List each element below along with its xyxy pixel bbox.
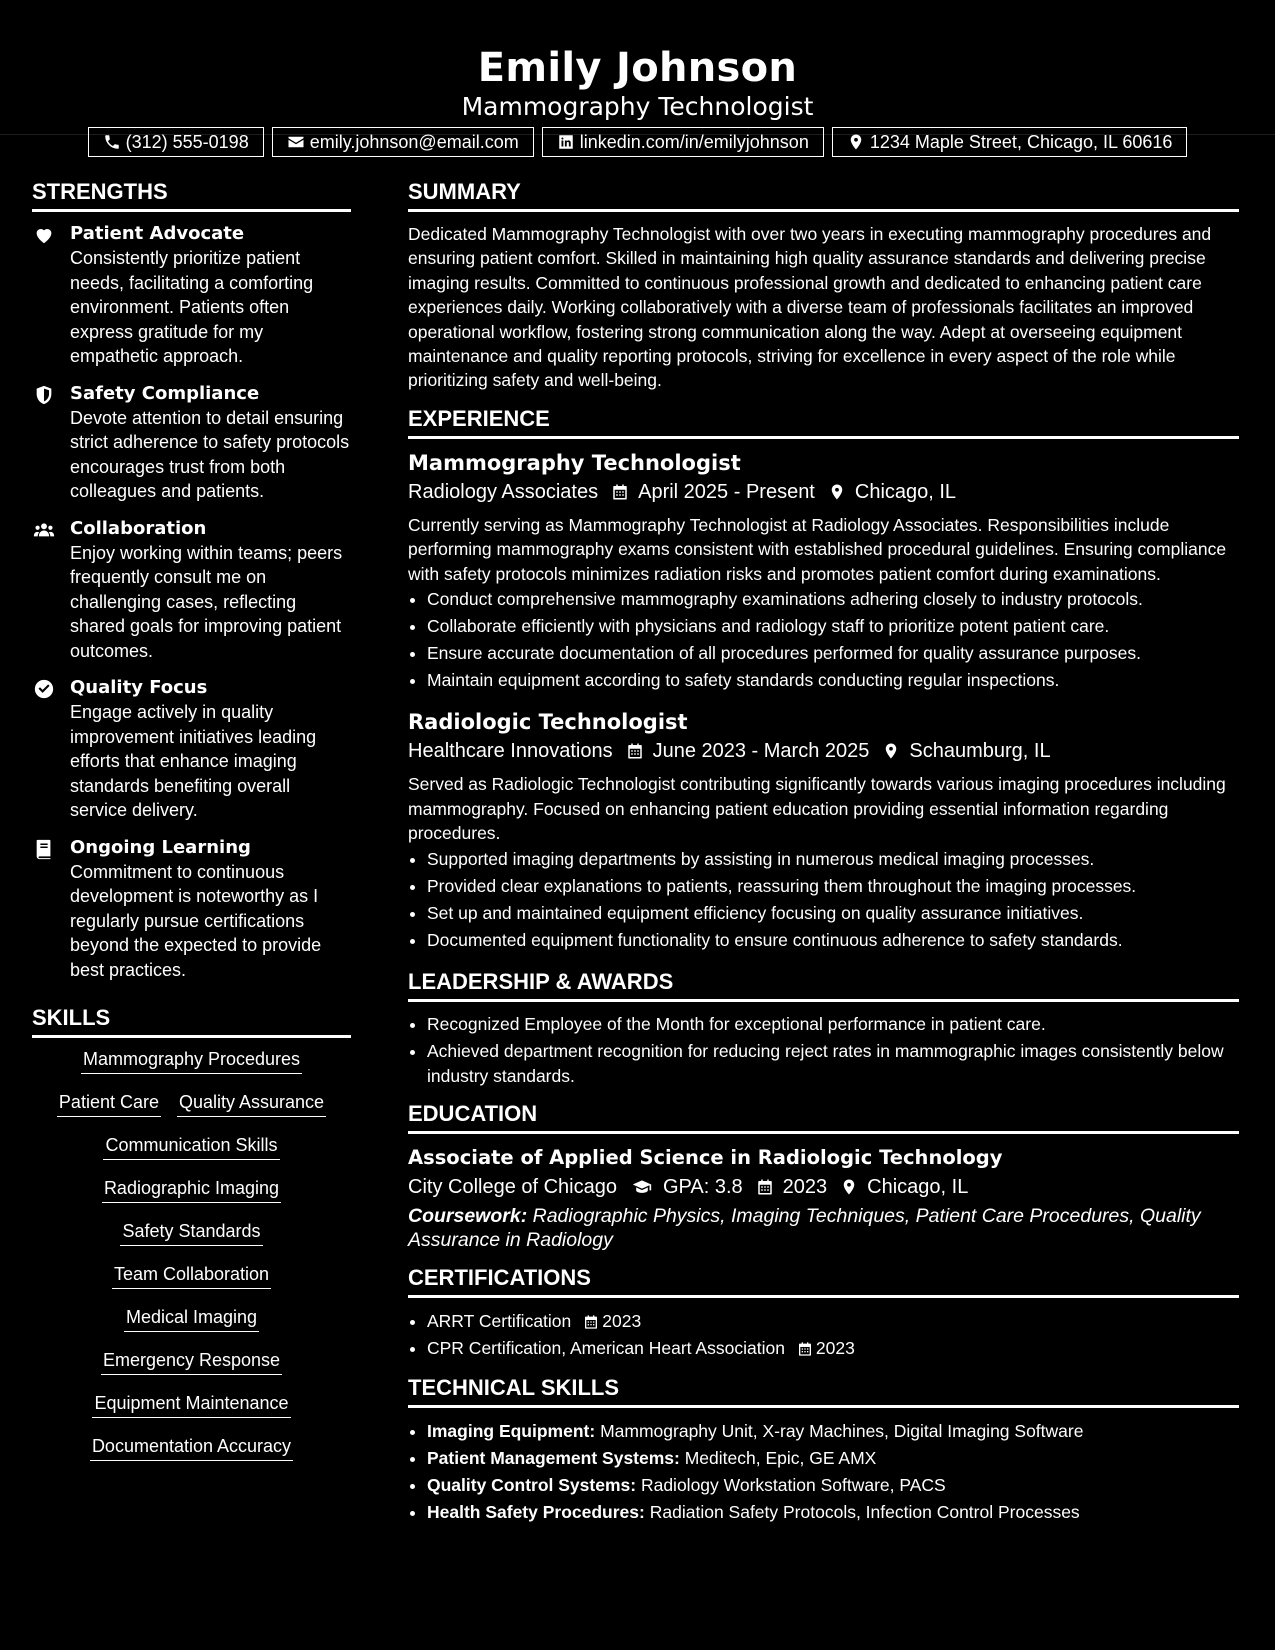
strength-title: Ongoing Learning bbox=[70, 836, 251, 858]
job-bullet: • Provided clear explanations to patients, reassuring them throughout the imaging processes. bbox=[427, 873, 1239, 900]
technical-skill-label: Health Safety Procedures: bbox=[427, 1502, 645, 1523]
technical-skill-item bbox=[427, 1499, 1239, 1526]
job-bullets bbox=[408, 846, 1239, 954]
certification-item bbox=[427, 1335, 1239, 1362]
certification-name: • ARRT Certification bbox=[427, 1311, 572, 1332]
skill-chip: Communication Skills bbox=[103, 1134, 279, 1160]
candidate-name: Emily Johnson bbox=[477, 45, 798, 91]
certification-item bbox=[427, 1308, 1239, 1335]
job-bullet: • Ensure accurate documentation of all procedures performed for quality assurance purposes. bbox=[427, 640, 1239, 667]
phone-contact[interactable] bbox=[88, 127, 264, 157]
skill-chip: Quality Assurance bbox=[177, 1091, 326, 1117]
skills-heading: SKILLS bbox=[32, 1004, 351, 1038]
job-location: Schaumburg, IL bbox=[909, 740, 1051, 763]
skill-chip: Medical Imaging bbox=[124, 1306, 259, 1332]
left-column bbox=[32, 178, 351, 1478]
experience-heading: EXPERIENCE bbox=[408, 405, 1239, 439]
technical-skill-item bbox=[427, 1445, 1239, 1472]
job-description: Currently serving as Mammography Technologist at Radiology Associates. Responsibilities include performing mammography exams consistent with established procedural guidelines. Ensuring compliance with safety protocols minimizes radiation risks and promotes patient comfort during examinations. bbox=[408, 514, 1227, 584]
skill-chip: Team Collaboration bbox=[112, 1263, 271, 1289]
certification-year: 2023 bbox=[815, 1338, 855, 1359]
shield-icon bbox=[33, 384, 55, 406]
right-column bbox=[408, 178, 1239, 1526]
check-circle-icon bbox=[33, 678, 55, 700]
graduation-cap-icon bbox=[630, 1177, 654, 1197]
job-bullet: • Collaborate efficiently with physicians and radiology staff to prioritize potent patient care. bbox=[427, 613, 1239, 640]
linkedin-text: linkedin.com/in/emilyjohnson bbox=[579, 131, 809, 152]
job-title: Mammography Technologist bbox=[408, 450, 741, 475]
award-item: • Recognized Employee of the Month for exceptional performance in patient care. bbox=[427, 1012, 1239, 1037]
calendar-icon bbox=[583, 1313, 599, 1331]
address-contact bbox=[832, 127, 1188, 157]
skills-list bbox=[32, 1048, 351, 1461]
technical-skills-heading: TECHNICAL SKILLS bbox=[408, 1374, 1239, 1408]
email-text: emily.johnson@email.com bbox=[309, 131, 519, 152]
strength-item bbox=[32, 836, 351, 983]
email-contact[interactable] bbox=[272, 127, 534, 157]
technical-skill-label: Patient Management Systems: bbox=[427, 1448, 680, 1469]
map-pin-icon bbox=[840, 1177, 858, 1197]
strength-item bbox=[32, 517, 351, 664]
skill-chip: Mammography Procedures bbox=[81, 1048, 302, 1074]
job-bullet: • Maintain equipment according to safety standards conducting regular inspections. bbox=[427, 667, 1239, 694]
technical-skill-label: Quality Control Systems: bbox=[427, 1475, 637, 1496]
job-dates: April 2025 - Present bbox=[638, 480, 815, 503]
phone-text: (312) 555-0198 bbox=[125, 131, 249, 152]
education-year: 2023 bbox=[782, 1176, 828, 1199]
summary-heading: SUMMARY bbox=[408, 178, 1239, 212]
coursework-text: Radiographic Physics, Imaging Techniques, Patient Care Procedures, Quality Assurance in Radiology bbox=[408, 1205, 1201, 1252]
strength-desc: Devote attention to detail ensuring strict adherence to safety protocols encourages trust from both colleagues and patients. bbox=[70, 407, 350, 501]
technical-skill-value: Radiation Safety Protocols, Infection Control Processes bbox=[649, 1502, 1080, 1523]
education-coursework bbox=[408, 1204, 1239, 1252]
skill-chip: Patient Care bbox=[57, 1091, 161, 1117]
job-meta bbox=[408, 477, 1239, 507]
technical-skill-value: Meditech, Epic, GE AMX bbox=[684, 1448, 877, 1469]
education-heading: EDUCATION bbox=[408, 1100, 1239, 1134]
award-item: • Achieved department recognition for reducing reject rates in mammographic images consistently below industry standards. bbox=[427, 1039, 1239, 1088]
job-title: Radiologic Technologist bbox=[408, 710, 688, 735]
technical-skill-item bbox=[427, 1418, 1239, 1445]
skill-chip: Safety Standards bbox=[120, 1220, 262, 1246]
calendar-icon bbox=[756, 1177, 774, 1197]
heart-icon bbox=[33, 224, 55, 246]
strength-desc: Engage actively in quality improvement initiatives leading efforts that enhance imaging standards benefiting overall service delivery. bbox=[70, 702, 317, 820]
strength-item bbox=[32, 222, 351, 369]
strength-item bbox=[32, 382, 351, 504]
skill-chip: Equipment Maintenance bbox=[92, 1392, 290, 1418]
job-company: Healthcare Innovations bbox=[408, 740, 613, 763]
job-bullet: • Documented equipment functionality to ensure continuous adherence to safety standards. bbox=[427, 927, 1239, 954]
certifications-heading: CERTIFICATIONS bbox=[408, 1264, 1239, 1298]
technical-skill-label: Imaging Equipment: bbox=[427, 1421, 596, 1442]
strength-title: Quality Focus bbox=[70, 677, 208, 698]
job-entry bbox=[408, 708, 1239, 954]
education-school: City College of Chicago bbox=[408, 1176, 617, 1199]
certification-name: • CPR Certification, American Heart Association bbox=[427, 1338, 785, 1359]
job-description: Served as Radiologic Technologist contributing significantly towards various imaging procedures including mammography. Focused on enhancing patient education providing essential information regarding procedures. bbox=[408, 774, 1226, 844]
certifications-list bbox=[408, 1308, 1239, 1362]
job-bullets bbox=[408, 586, 1239, 694]
education-location: Chicago, IL bbox=[867, 1176, 969, 1199]
job-dates: June 2023 - March 2025 bbox=[652, 740, 870, 763]
job-meta bbox=[408, 736, 1239, 766]
skill-chip: Radiographic Imaging bbox=[102, 1177, 281, 1203]
contact-bar bbox=[0, 127, 1275, 157]
users-icon bbox=[33, 519, 55, 541]
calendar-icon bbox=[626, 741, 644, 761]
job-entry bbox=[408, 449, 1239, 695]
strength-title: Collaboration bbox=[70, 517, 207, 539]
strength-item bbox=[32, 676, 351, 823]
resume-header bbox=[0, 0, 1275, 152]
map-pin-icon bbox=[882, 741, 900, 761]
strengths-heading: STRENGTHS bbox=[32, 178, 351, 212]
job-bullet: • Supported imaging departments by assisting in numerous medical imaging processes. bbox=[427, 846, 1239, 873]
linkedin-contact[interactable] bbox=[542, 127, 824, 157]
candidate-role: Mammography Technologist bbox=[461, 92, 814, 121]
technical-skill-value: Mammography Unit, X-ray Machines, Digital Imaging Software bbox=[600, 1421, 1084, 1442]
strength-desc: Consistently prioritize patient needs, facilitating a comforting environment. Patients often express gratitude for my empathetic approach. bbox=[70, 248, 314, 366]
technical-skills-list bbox=[408, 1418, 1239, 1526]
education-meta bbox=[408, 1172, 1239, 1202]
technical-skill-value: Radiology Workstation Software, PACS bbox=[640, 1475, 946, 1496]
leadership-list bbox=[408, 1012, 1239, 1089]
summary-text: Dedicated Mammography Technologist with over two years in executing mammography procedures and ensuring patient comfort. Skilled in maintaining high quality assurance standards and delivering precise imaging results. Committed to continuous professional growth and dedicated to enhancing patient care experiences daily. Working collaboratively with a diverse team of professionals facilitates an improved operational workflow, fostering strong communication along the way. Adept at overseeing equipment maintenance and quality reporting protocols, striving for excellence in every aspect of the role while prioritizing safety and well-being. bbox=[408, 224, 1212, 391]
education-degree: Associate of Applied Science in Radiologic Technology bbox=[408, 1146, 1003, 1170]
strength-desc: Enjoy working within teams; peers frequently consult me on challenging cases, reflecting shared goals for improving patient outcomes. bbox=[70, 542, 343, 661]
phone-icon bbox=[103, 133, 121, 151]
linkedin-icon bbox=[557, 133, 575, 151]
map-pin-icon bbox=[828, 482, 846, 502]
book-icon bbox=[33, 838, 55, 860]
skill-chip: Documentation Accuracy bbox=[90, 1435, 293, 1461]
leadership-heading: LEADERSHIP & AWARDS bbox=[408, 968, 1239, 1002]
calendar-icon bbox=[611, 482, 629, 502]
strength-title: Safety Compliance bbox=[70, 382, 260, 404]
strength-title: Patient Advocate bbox=[70, 223, 245, 244]
certification-year: 2023 bbox=[602, 1311, 642, 1332]
job-bullet: • Conduct comprehensive mammography examinations adhering closely to industry protocols. bbox=[427, 586, 1239, 613]
map-pin-icon bbox=[847, 133, 865, 151]
strength-desc: Commitment to continuous development is noteworthy as I regularly pursue certifications beyond the expected to provide best practices. bbox=[70, 861, 322, 980]
education-gpa: GPA: 3.8 bbox=[663, 1176, 743, 1199]
calendar-icon bbox=[797, 1340, 813, 1358]
job-location: Chicago, IL bbox=[854, 480, 957, 503]
coursework-label: Coursework: bbox=[408, 1205, 528, 1228]
job-bullet: • Set up and maintained equipment efficiency focusing on quality assurance initiatives. bbox=[427, 900, 1239, 927]
skill-chip: Emergency Response bbox=[101, 1349, 282, 1375]
job-company: Radiology Associates bbox=[408, 480, 599, 503]
envelope-icon bbox=[287, 133, 305, 151]
address-text: 1234 Maple Street, Chicago, IL 60616 bbox=[869, 131, 1173, 152]
technical-skill-item bbox=[427, 1472, 1239, 1499]
